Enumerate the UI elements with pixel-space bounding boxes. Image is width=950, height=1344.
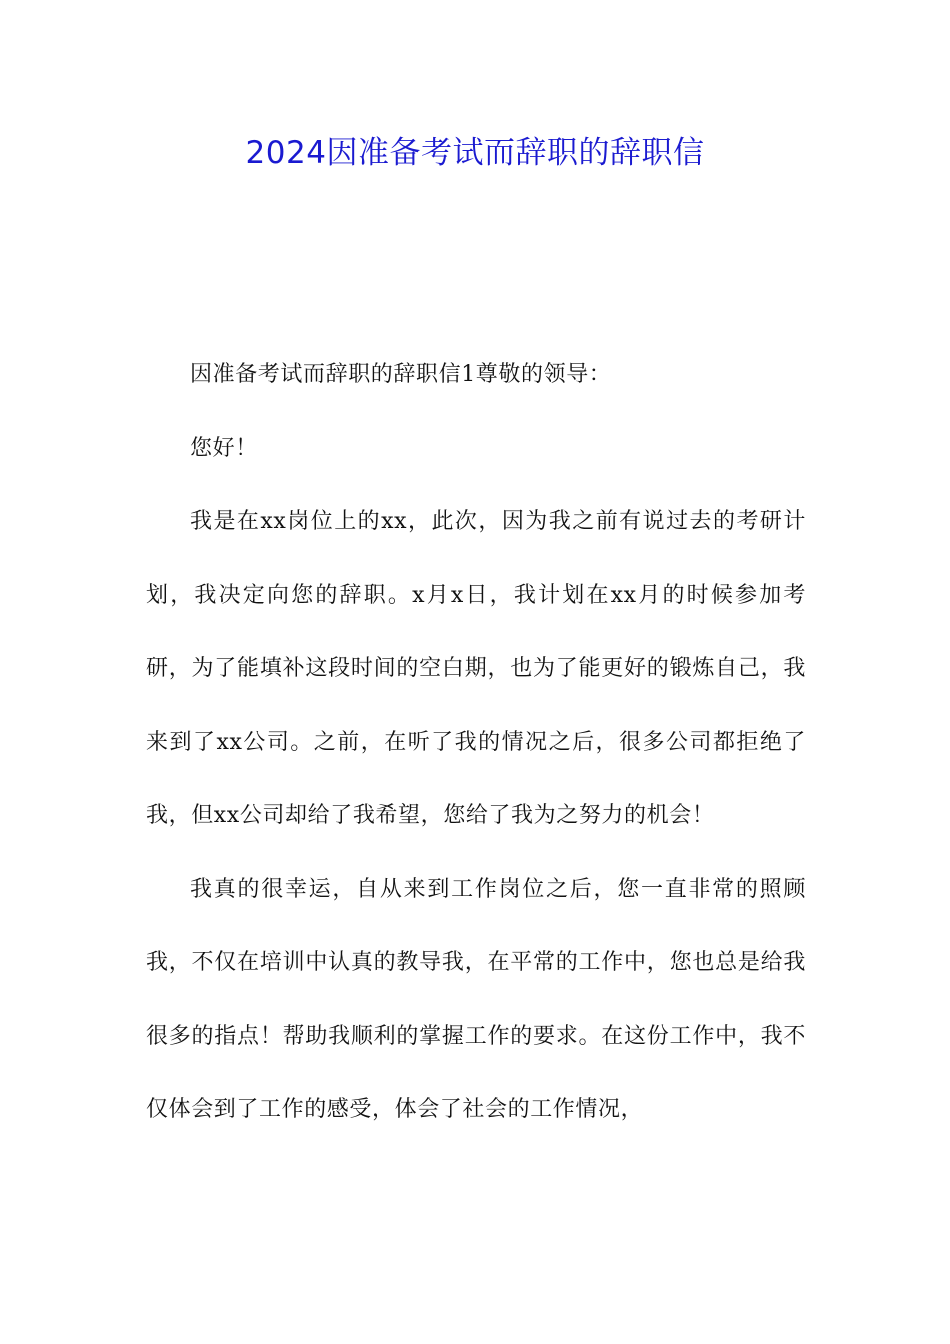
paragraph-intro: 我是在xx岗位上的xx，此次，因为我之前有说过去的考研计划，我决定向您的辞职。x月x日，我计划在xx月的时候参加考研，为了能填补这段时间的空白期，也为了能更好的锻炼自己，我来到了xx公司。之前，在听了我的情况之后，很多公司都拒绝了我，但xx公司却给了我希望，您给了我为之努力的机会！ (146, 509, 806, 828)
paragraph-gratitude: 我真的很幸运，自从来到工作岗位之后，您一直非常的照顾我，不仅在培训中认真的教导我，在平常的工作中，您也总是给我很多的指点！帮助我顺利的掌握工作的要求。在这份工作中，我不仅体会到了工作的感受，体会了社会的工作情况， (146, 876, 806, 1122)
document-body (146, 338, 806, 1147)
paragraph-greeting: 您好！ (190, 435, 258, 461)
document-title: 2024因准备考试而辞职的辞职信 (245, 135, 705, 171)
paragraph-salutation: 因准备考试而辞职的辞职信1尊敬的领导： (190, 362, 612, 387)
